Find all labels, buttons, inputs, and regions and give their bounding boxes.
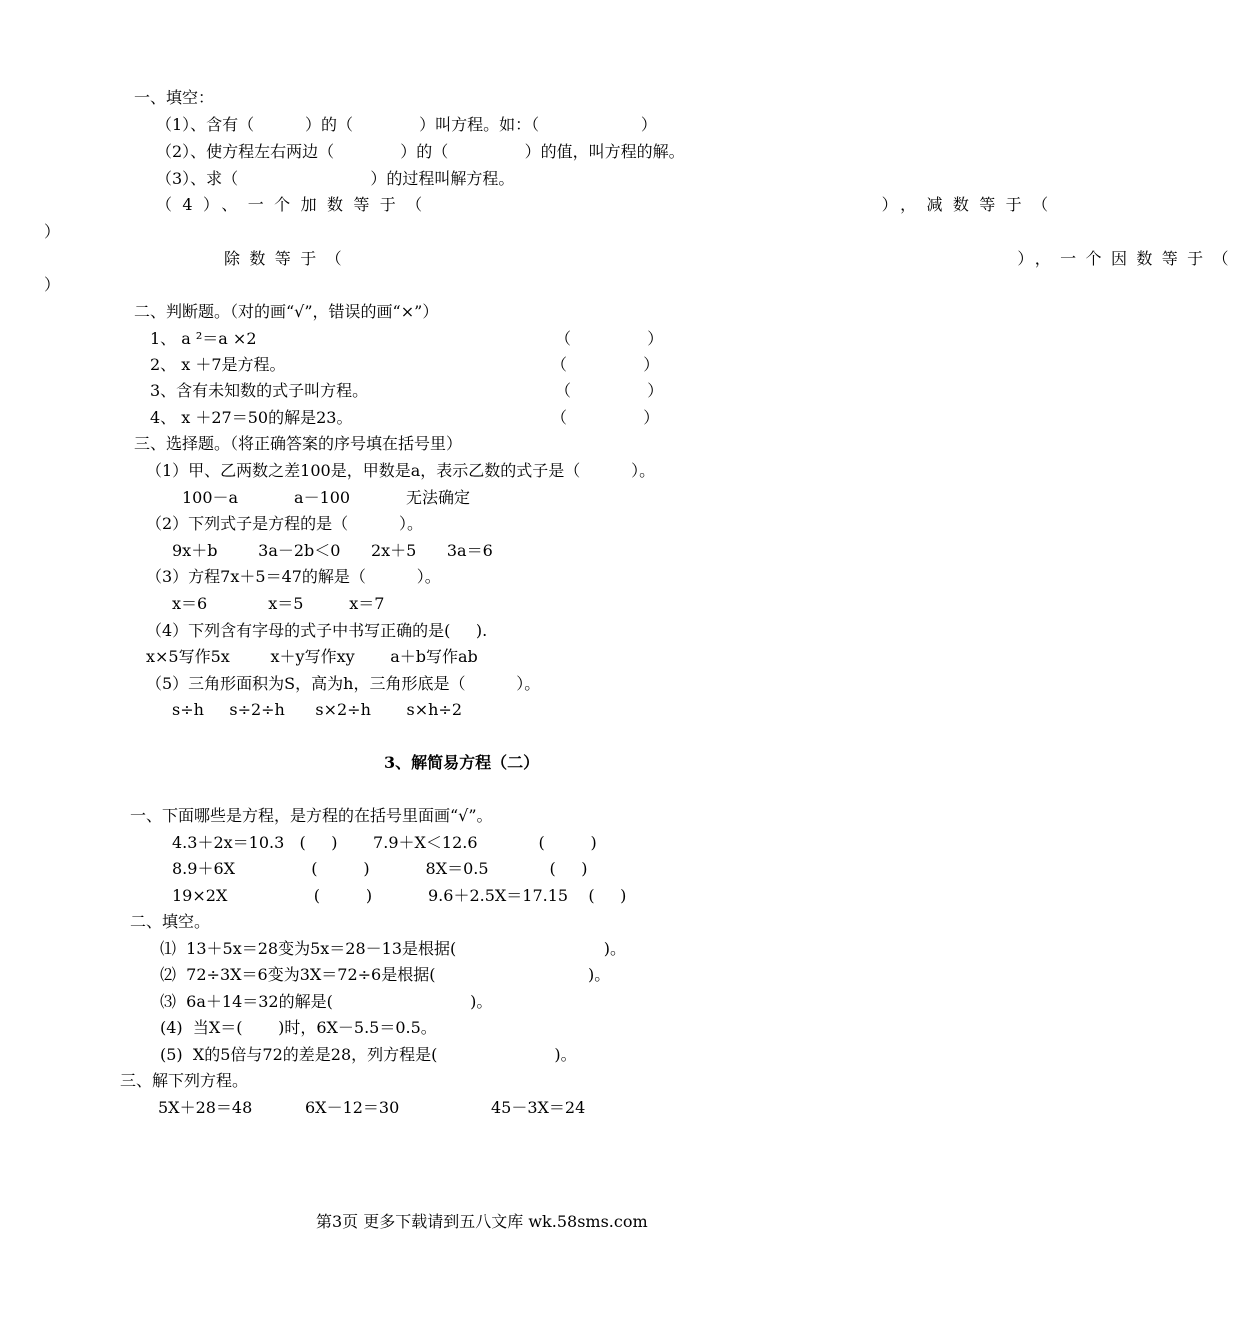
s2-bracket-2: （ ）	[551, 355, 660, 374]
p2-s2-item-2: ⑵ 72÷3X＝6变为3X＝72÷6是根据( )。	[160, 965, 611, 984]
s2-item-1: 1、 a ²＝a ×2	[150, 329, 257, 348]
s3-q3-options: x＝6 x＝5 x＝7	[172, 594, 385, 613]
p2-s2-heading: 二、填空。	[130, 912, 211, 931]
p2-s2-item-3: ⑶ 6a＋14＝32的解是( )。	[160, 992, 493, 1011]
p2-s1-row-3: 19×2X ( ) 9.6＋2.5X＝17.15 ( )	[172, 886, 627, 905]
s1-q2: （2）、使方程左右两边（ ）的（ ）的值，叫方程的解。	[156, 142, 685, 161]
s1-q1: （1）、含有（ ）的（ ）叫方程。如：（ ）	[156, 115, 657, 134]
s3-q3: （3）方程7x＋5＝47的解是（ ）。	[146, 567, 441, 586]
s2-item-4: 4、 x ＋27＝50的解是23。	[150, 408, 353, 427]
s2-bracket-4: （ ）	[551, 408, 660, 427]
s1-q4: （4）、一个加数等于（ ），减数等于（	[156, 195, 1059, 214]
s2-item-3: 3、含有未知数的式子叫方程。	[150, 381, 369, 400]
s2-bracket-1: （ ）	[555, 329, 664, 348]
p2-s2-item-1: ⑴ 13＋5x＝28变为5x＝28－13是根据( )。	[160, 939, 626, 958]
p2-s3-eq-3: 45－3X＝24	[491, 1098, 586, 1117]
s3-q2-options: 9x＋b 3a－2b＜0 2x＋5 3a＝6	[172, 541, 493, 560]
s2-bracket-3: （ ）	[555, 381, 664, 400]
s3-q1-options: 100－a a－100 无法确定	[182, 488, 471, 507]
s1-q3: （3）、求（ ）的过程叫解方程。	[156, 169, 515, 188]
s3-q2: （2）下列式子是方程的是（ ）。	[146, 514, 424, 533]
p2-s3-eq-2: 6X－12＝30	[305, 1098, 400, 1117]
part2-title: 3、解简易方程（二）	[384, 753, 540, 772]
s1-heading: 一、填空：	[134, 88, 215, 107]
s2-item-2: 2、 x ＋7是方程。	[150, 355, 286, 374]
p2-s3-eq-1: 5X＋28＝48	[158, 1098, 253, 1117]
s1-q4b: 除数等于（ ），一个因数等于（	[224, 249, 1238, 268]
s3-q4: （4）下列含有字母的式子中书写正确的是( ).	[146, 621, 488, 640]
p2-s2-item-5: (5) X的5倍与72的差是28，列方程是( )。	[160, 1045, 577, 1064]
p2-s3-heading: 三、解下列方程。	[120, 1071, 249, 1090]
p2-s1-row-1: 4.3＋2x＝10.3 ( ) 7.9＋X＜12.6 ( )	[172, 833, 597, 852]
s3-q1: （1）甲、乙两数之差100是，甲数是a，表示乙数的式子是（ ）。	[146, 461, 656, 480]
p2-s1-row-2: 8.9＋6X ( ) 8X＝0.5 ( )	[172, 859, 588, 878]
s3-q5: （5）三角形面积为S，高为h，三角形底是（ ）。	[146, 674, 541, 693]
p2-s2-item-4: (4) 当X＝( )时，6X－5.5＝0.5。	[160, 1018, 437, 1037]
s3-heading: 三、选择题。（将正确答案的序号填在括号里）	[134, 434, 463, 453]
s1-q4b-end: ）	[44, 275, 61, 294]
s3-q4-options: x×5写作5x x＋y写作xy a＋b写作ab	[146, 647, 478, 666]
s2-heading: 二、判断题。（对的画“√”，错误的画“×”）	[134, 302, 439, 321]
p2-s1-heading: 一、下面哪些是方程，是方程的在括号里面画“√”。	[130, 806, 493, 825]
s1-q4-end: ）	[44, 222, 61, 241]
s3-q5-options: s÷h s÷2÷h s×2÷h s×h÷2	[172, 700, 462, 719]
page-footer: 第3页 更多下载请到五八文库 wk.58sms.com	[316, 1212, 648, 1231]
